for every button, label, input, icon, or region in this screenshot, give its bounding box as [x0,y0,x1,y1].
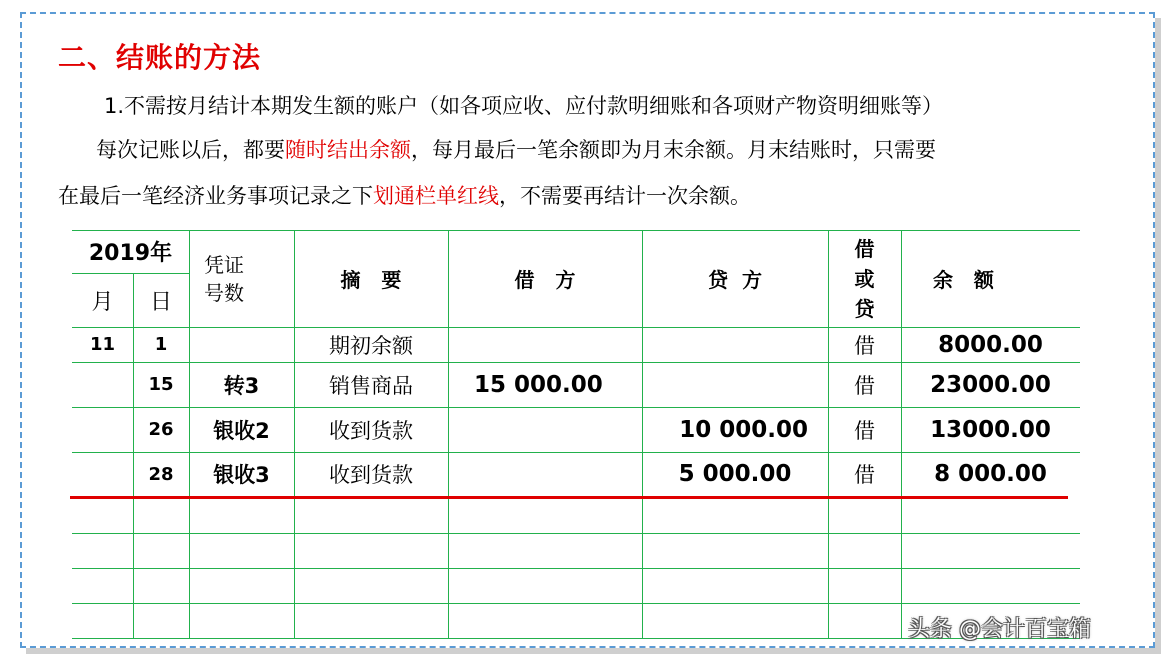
row4-voucher: 银收3 [213,463,270,487]
header-voucher [189,230,259,327]
row2-month [72,362,133,407]
row1-day: 1 [154,334,168,355]
header-direction-3: 贷 [854,296,875,321]
line2-text-a: 每次记账以后，都要 [96,138,285,162]
line2-highlight: 随时结出余额 [285,138,411,162]
row1-balance: 8000.00 [938,331,1043,358]
header-year: 2019年 [88,241,173,266]
row2-voucher: 转3 [223,373,260,398]
frame-shadow-bottom [26,648,1161,654]
closing-red-line [70,496,1068,499]
line3-text-b: ，不需要再结计一次余额。 [499,184,751,208]
row4-credit: 5 000.00 [678,461,792,487]
header-voucher-line2: 号数 [204,280,244,305]
row2-summary: 销售商品 [329,373,413,398]
row2-balance: 23000.00 [930,371,1051,398]
row2-debit: 15 000.00 [474,371,603,398]
row3-month [72,407,133,452]
row1-direction: 借 [854,333,875,358]
row4-debit [448,452,642,496]
row4-month [72,452,133,496]
row3-day: 26 [148,419,174,440]
row2-credit [642,362,828,407]
paragraph-line-3 [58,180,751,210]
row4-summary: 收到货款 [329,463,413,487]
row4-direction: 借 [854,463,875,487]
row3-debit [448,407,642,452]
header-direction-1: 借 [854,236,875,261]
row3-direction: 借 [854,418,875,443]
line2-text-b: ，每月最后一笔余额即为月末余额。月末结账时，只需要 [411,138,936,162]
row1-voucher [189,327,294,362]
row1-month: 11 [89,334,116,355]
header-summary: 摘 要 [340,268,402,292]
row2-day: 15 [148,374,174,395]
header-credit: 贷 方 [708,268,762,292]
grid-hline [72,533,1080,534]
row3-voucher: 银收2 [213,418,270,443]
row1-debit [448,327,642,362]
header-direction-2: 或 [854,266,875,291]
header-month: 月 [91,289,114,315]
row3-balance: 13000.00 [930,416,1051,443]
row2-direction: 借 [854,373,875,398]
row1-credit [642,327,828,362]
line1-text: 1.不需按月结计本期发生额的账户（如各项应收、应付款明细账和各项财产物资明细账等） [104,94,944,118]
paragraph-line-1 [104,90,943,120]
source-watermark: 头条 @会计百宝箱 [908,617,1091,642]
header-voucher-line1: 凭证 [204,252,244,277]
row3-summary: 收到货款 [329,418,413,443]
row4-balance: 8 000.00 [934,461,1047,487]
paragraph-line-2 [96,134,936,164]
row3-credit: 10 000.00 [679,416,808,443]
header-balance: 余 额 [933,268,994,292]
frame-shadow-right [1155,18,1161,650]
grid-hline [72,603,1080,604]
line3-highlight: 划通栏单红线 [373,184,499,208]
grid-hline [72,568,1080,569]
header-direction [828,230,901,327]
slide-heading: 二、结账的方法 [58,41,262,74]
row1-summary: 期初余额 [329,333,413,358]
header-debit: 借 方 [514,268,576,292]
line3-text-a: 在最后一笔经济业务事项记录之下 [58,184,373,208]
header-day: 日 [149,289,172,315]
row4-day: 28 [148,463,174,485]
